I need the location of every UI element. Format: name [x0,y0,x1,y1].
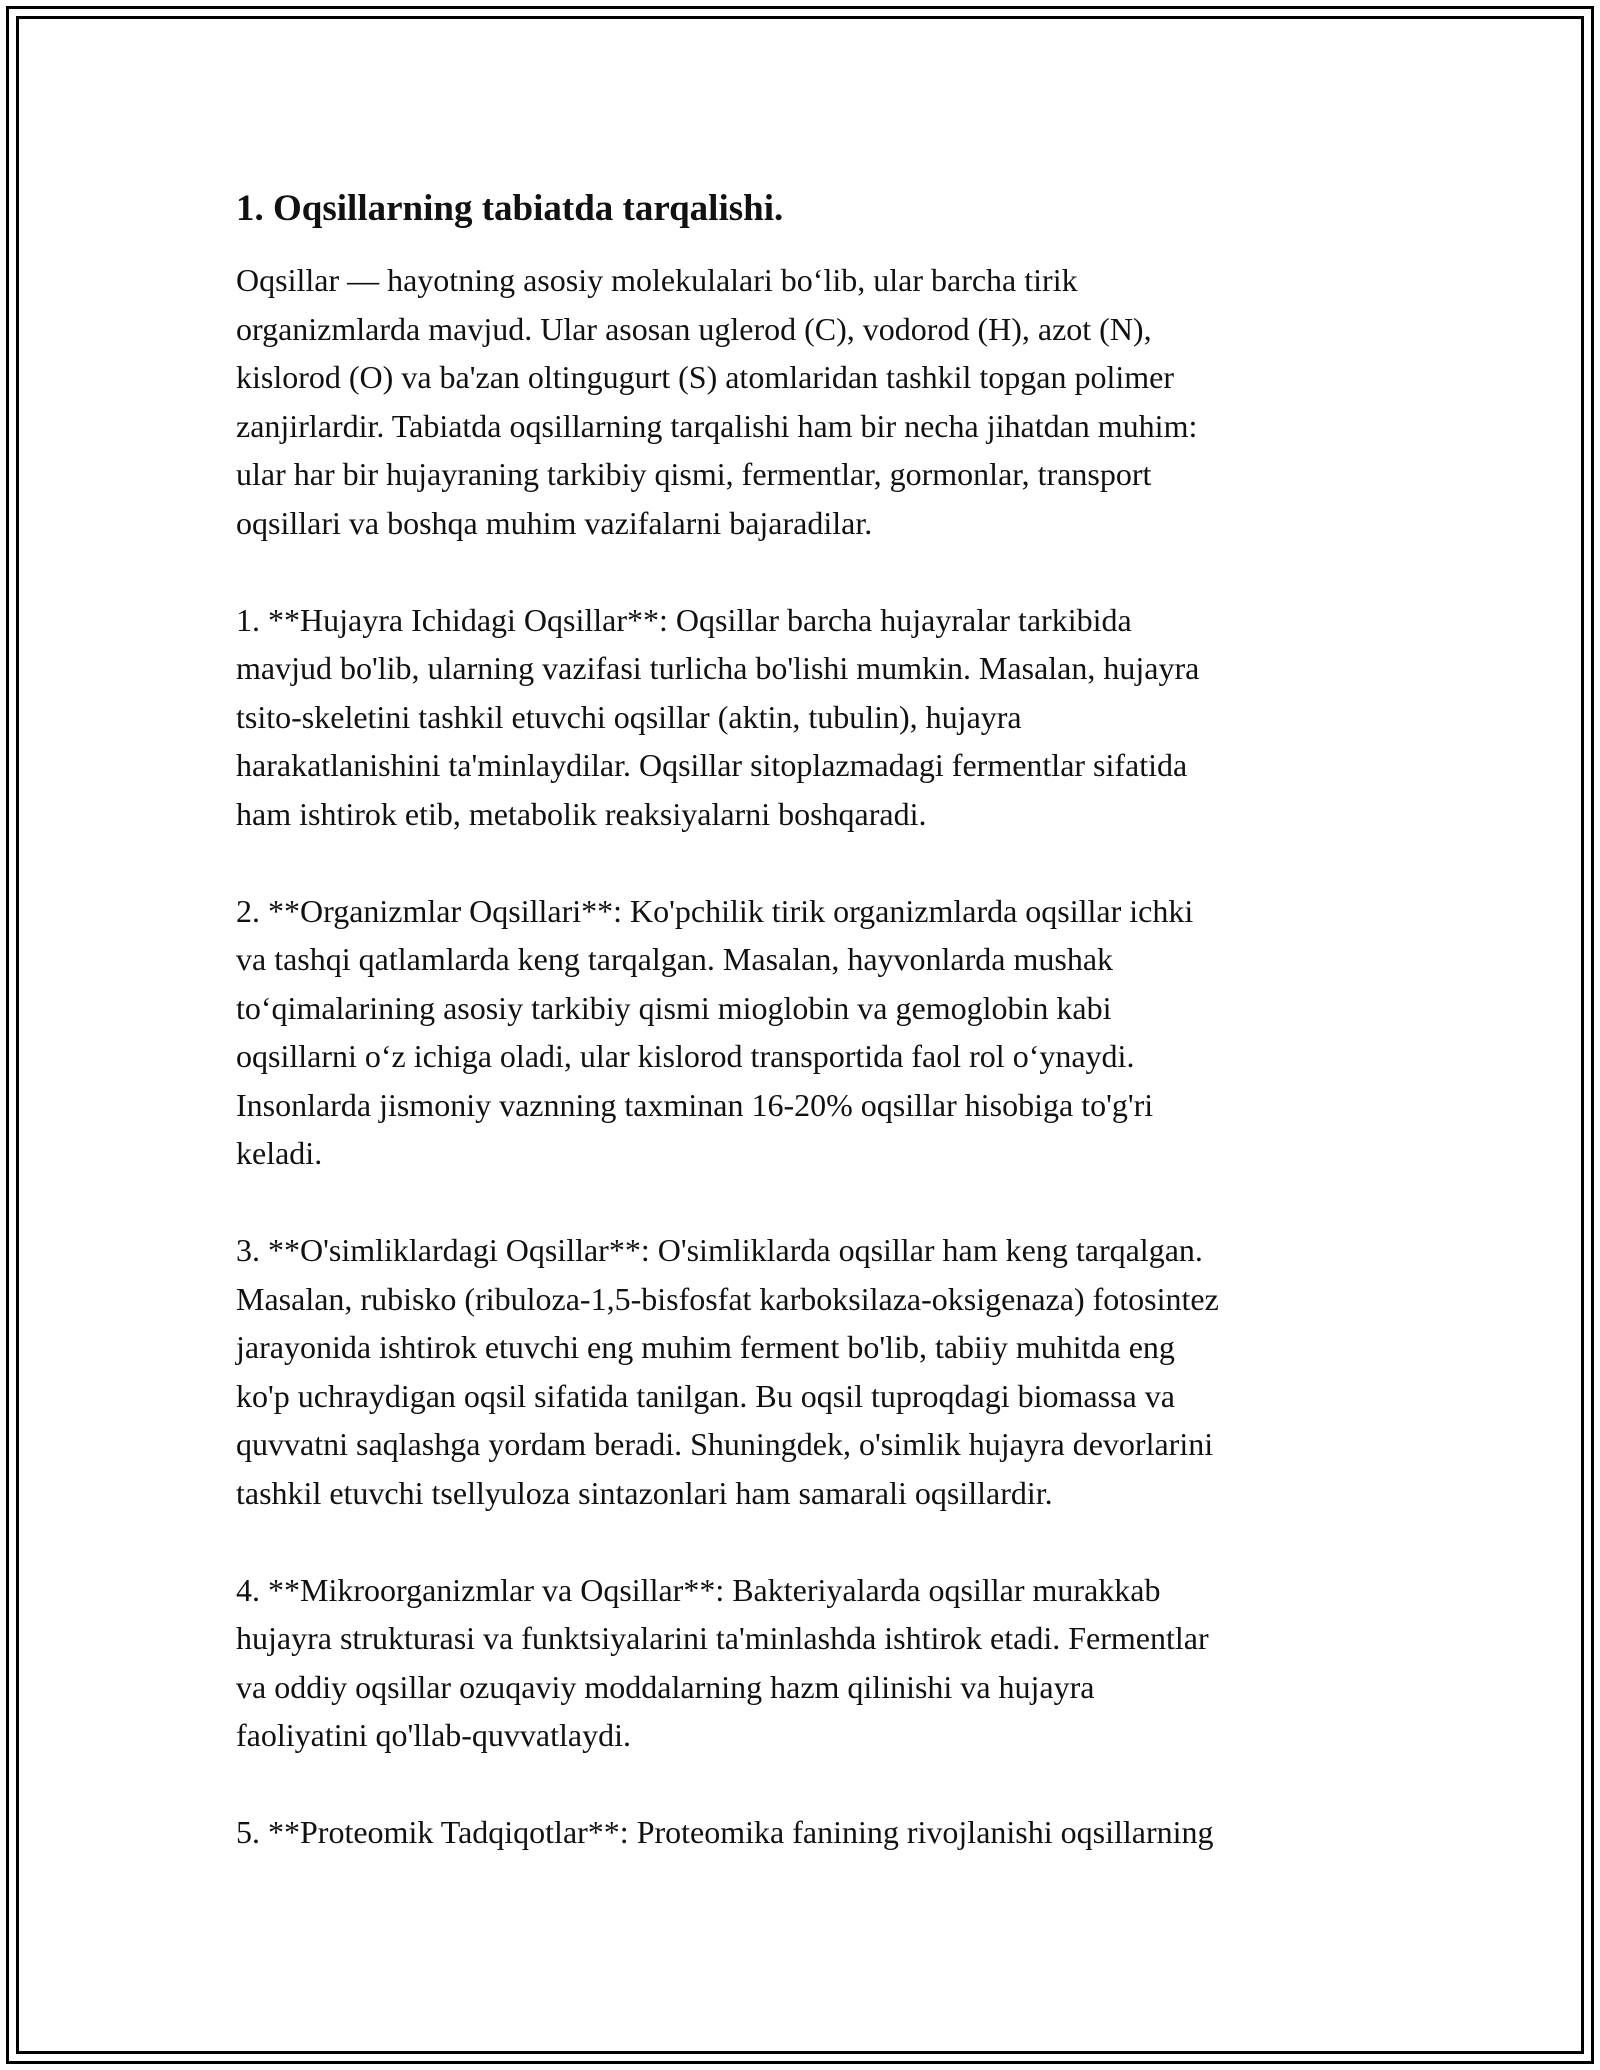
list-item-cell-proteins: 1. **Hujayra Ichidagi Oqsillar**: Oqsillar barcha hujayralar tarkibida mavjud bo'lib, ularning vazifasi turlicha bo'lishi mumkin. Masalan, hujayra tsito-skeletini tashkil etuvchi oqsillar (aktin, tubulin), hujayra harakatlanishini ta'minlaydilar. Oqsillar sitoplazmadagi fermentlar sifatida ham ishtirok etib, metabolik reaksiyalarni boshqaradi. [236,601,1200,832]
intro-paragraph: Oqsillar — hayotning asosiy molekulalari bo‘lib, ular barcha tirik organizmlarda mavjud. Ular asosan uglerod (C), vodorod (H), azot (N), kislorod (O) va ba'zan oltingugurt (S) atomlaridan tashkil topgan polimer zanjirlardir. Tabiatda oqsillarning tarqalishi ham bir necha jihatdan muhim: ular har bir hujayraning tarkibiy qismi, fermentlar, gormonlar, transport oqsillari va boshqa muhim vazifalarni bajaradilar. [236,262,1198,541]
list-item-proteomic-research: 5. **Proteomik Tadqiqotlar**: Proteomika fanining rivojlanishi oqsillarning [236,1814,1214,1850]
section-heading: 1. Oqsillarning tabiatda tarqalishi. [236,188,784,229]
list-item-plant-proteins: 3. **O'simliklardagi Oqsillar**: O'simliklarda oqsillar ham keng tarqalgan. Masalan, rubisko (ribuloza-1,5-bisfosfat karboksilaza-oksigenaza) fotosintez jarayonida ishtirok etuvchi eng muhim ferment bo'lib, tabiiy muhitda eng ko'p uchraydigan oqsil sifatida tanilgan. Bu oqsil tuproqdagi biomassa va quvvatni saqlashga yordam beradi. Shuningdek, o'simlik hujayra devorlarini tashkil etuvchi tsellyuloza sintazonlari ham samarali oqsillardir. [236,1232,1219,1511]
list-item-microorganism-proteins: 4. **Mikroorganizmlar va Oqsillar**: Bakteriyalarda oqsillar murakkab hujayra strukturasi va funktsiyalarini ta'minlashda ishtirok etadi. Fermentlar va oddiy oqsillar ozuqaviy moddalarning hazm qilinishi va hujayra faoliyatini qo'llab-quvvatlaydi. [236,1571,1209,1753]
list-item-organism-proteins: 2. **Organizmlar Oqsillari**: Ko'pchilik tirik organizmlarda oqsillar ichki va tashqi qatlamlarda keng tarqalgan. Masalan, hayvonlarda mushak to‘qimalarining asosiy tarkibiy qismi mioglobin va gemoglobin kabi oqsillarni o‘z ichiga oladi, ular kislorod transportida faol rol o‘ynaydi. Insonlarda jismoniy vaznning taxminan 16-20% oqsillar hisobiga to'g'ri keladi. [236,892,1194,1171]
document-content [236,185,1386,1857]
